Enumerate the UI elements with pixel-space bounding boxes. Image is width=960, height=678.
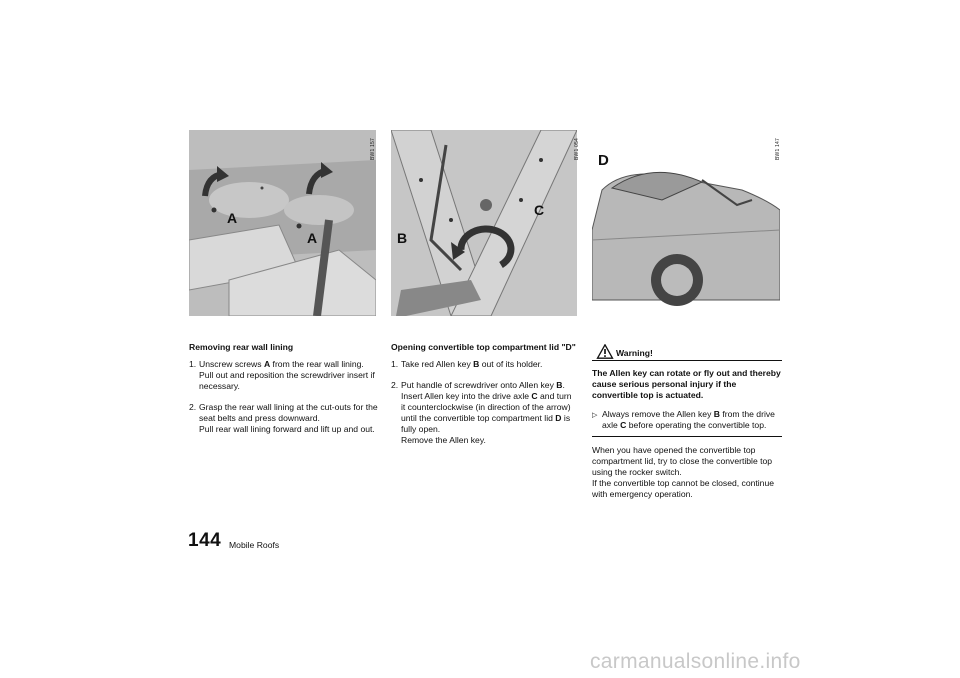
section-title: Mobile Roofs [229, 540, 280, 550]
step-number: 2. [391, 379, 399, 390]
step-1 [189, 359, 379, 392]
watermark: carmanualsonline.info [590, 650, 801, 673]
warning-title: Warning! [616, 348, 653, 358]
figure-convertible-lid [592, 130, 780, 316]
callout-a-left: A [227, 210, 238, 226]
callout-a-right: A [307, 230, 318, 246]
step-2 [391, 380, 578, 446]
step-number: 1. [189, 358, 197, 369]
heading-open-lid: Opening convertible top compartment lid "D" [391, 342, 576, 352]
page-number: 144 [188, 530, 222, 551]
rear-seat-illustration [189, 130, 376, 316]
step-number: 1. [391, 358, 399, 369]
warning-bullet: ▷ Always remove the Allen key B from the drive axle C before operating the convertible top. [592, 409, 775, 430]
step-text: Put handle of screwdriver onto Allen key B. [401, 379, 565, 390]
column-rear-wall [189, 342, 379, 445]
figure-allen-key [391, 130, 577, 316]
heading-rear-wall: Removing rear wall lining [189, 342, 294, 352]
callout-c: C [534, 202, 545, 218]
warning-header [592, 342, 782, 361]
warning-triangle-icon [596, 344, 614, 359]
step-2 [189, 402, 379, 435]
step-extra: Pull rear wall lining forward and lift up and out. [199, 423, 375, 434]
note-text: When you have opened the convertible top compartment lid, try to close the convertible top using the rocker switch. If the convertible top cannot be closed, continue with emergency operation. [592, 445, 775, 499]
step-1 [391, 359, 578, 370]
step-number: 2. [189, 401, 197, 412]
step-extra: Pull out and reposition the screwdriver insert if necessary. [199, 369, 375, 391]
column-open-lid [391, 342, 578, 456]
figure-code-2: BW1 054 [574, 138, 580, 160]
callout-b: B [397, 230, 408, 246]
figure-code-3: BW1 147 [775, 138, 781, 160]
step-text-2: Insert Allen key into the drive axle C and turn it counterclockwise (in direction of the arrow) until the convertible top compartment lid D is fully open. [401, 390, 572, 434]
figure-code-1: BW1 157 [370, 138, 376, 160]
warning-text: The Allen key can rotate or fly out and thereby cause serious personal injury if the convertible top is actuated. [592, 368, 781, 400]
callout-d: D [598, 152, 609, 169]
step-text: Grasp the rear wall lining at the cut-outs for the seat belts and press downward. [199, 401, 378, 423]
step-extra: Remove the Allen key. [401, 434, 486, 445]
bullet-arrow-icon: ▷ [592, 412, 598, 419]
warning-divider [592, 436, 782, 437]
drive-axle-illustration [391, 130, 577, 316]
step-text: Take red Allen key B out of its holder. [401, 358, 543, 369]
step-text: Unscrew screws A from the rear wall lining. [199, 358, 364, 369]
figure-rear-wall-lining [189, 130, 376, 316]
car-illustration [592, 130, 780, 316]
